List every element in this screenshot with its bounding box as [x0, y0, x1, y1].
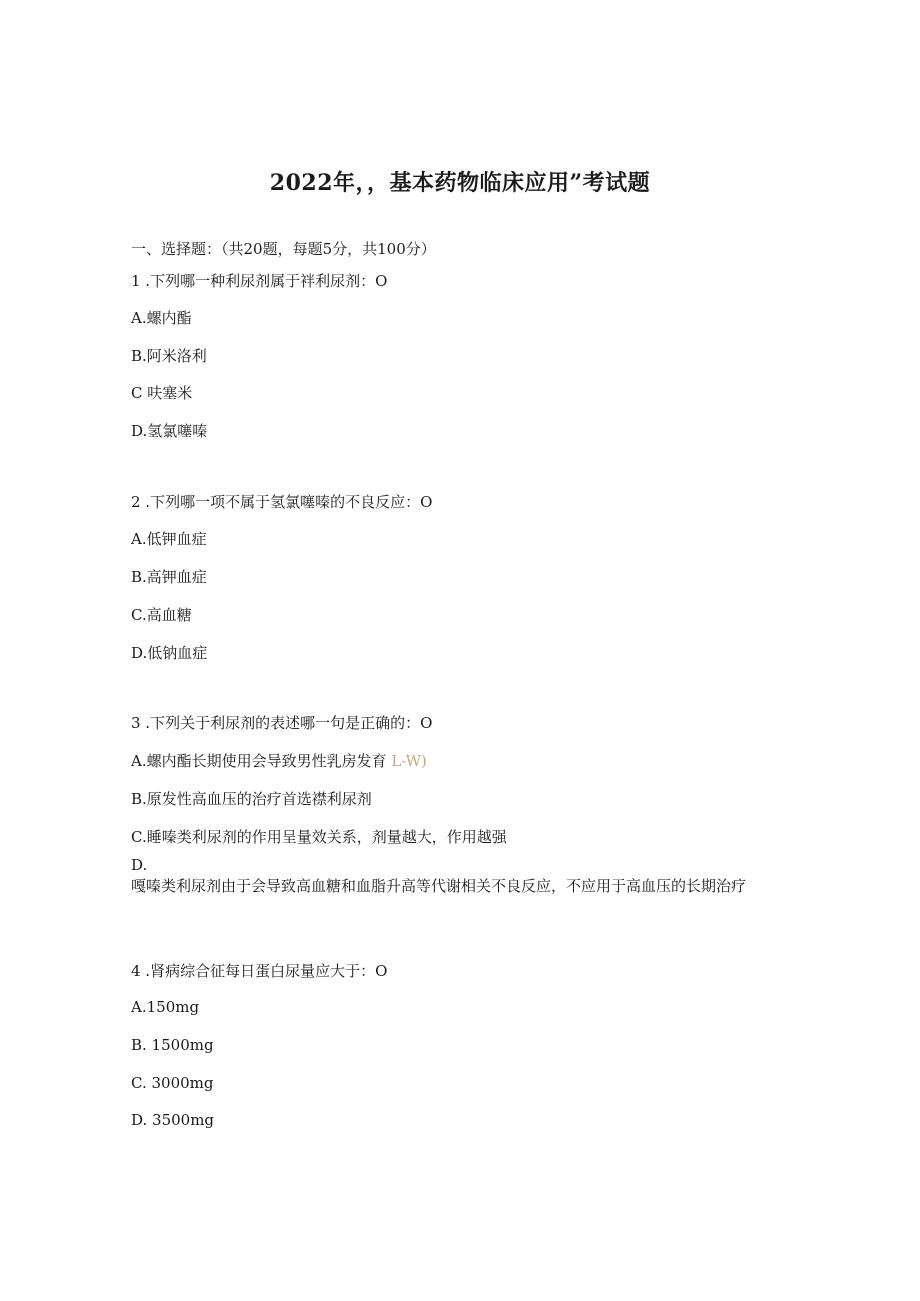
question-2-option-c: C.高血糖 [131, 606, 192, 624]
question-3-option-d-text: 嘎嗪类利尿剂由于会导致高血糖和血脂升高等代谢相关不良反应，不应用于高血压的长期治疗 [131, 877, 747, 895]
question-3-option-d-label: D. [131, 856, 148, 874]
question-1-option-d: D.氢氯噻嗪 [131, 422, 208, 440]
question-4-stem: 4 .肾病综合征每日蛋白尿量应大于：O [131, 962, 388, 980]
question-3-stem: 3 .下列关于利尿剂的表述哪一句是正确的：O [131, 714, 433, 732]
question-4-option-b: B. 1500mg [131, 1036, 214, 1054]
question-1-option-a: A.螺内酯 [131, 309, 192, 327]
question-2-stem: 2 .下列哪一项不属于氢氯噻嗪的不良反应：O [131, 493, 433, 511]
question-4-option-a: A.150mg [131, 998, 200, 1016]
question-1-option-c: C 呋塞米 [131, 384, 193, 402]
question-4-option-d: D. 3500mg [131, 1111, 215, 1129]
question-3-option-c: C.睡嗪类利尿剂的作用呈量效关系，剂量越大，作用越强 [131, 828, 507, 846]
section-heading: 一、选择题：（共20题，每题5分，共100分） [131, 240, 436, 258]
question-2-option-a: A.低钾血症 [131, 530, 207, 548]
question-3-option-b: B.原发性高血压的治疗首选襟利尿剂 [131, 790, 372, 808]
exam-title: 2022年，，基本药物临床应用”考试题 [269, 170, 651, 196]
question-3-option-a-text: A.螺内酯长期使用会导致男性乳房发育 [131, 752, 387, 770]
question-3-option-a-suffix: L-W) [391, 752, 427, 770]
question-4-option-c: C. 3000mg [131, 1074, 214, 1092]
question-1-option-b: B.阿米洛利 [131, 347, 207, 365]
question-3-option-a [131, 750, 427, 771]
question-2-option-d: D.低钠血症 [131, 644, 208, 662]
question-1-stem: 1 .下列哪一种利尿剂属于袢利尿剂：O [131, 272, 388, 290]
question-2-option-b: B.高钾血症 [131, 568, 207, 586]
